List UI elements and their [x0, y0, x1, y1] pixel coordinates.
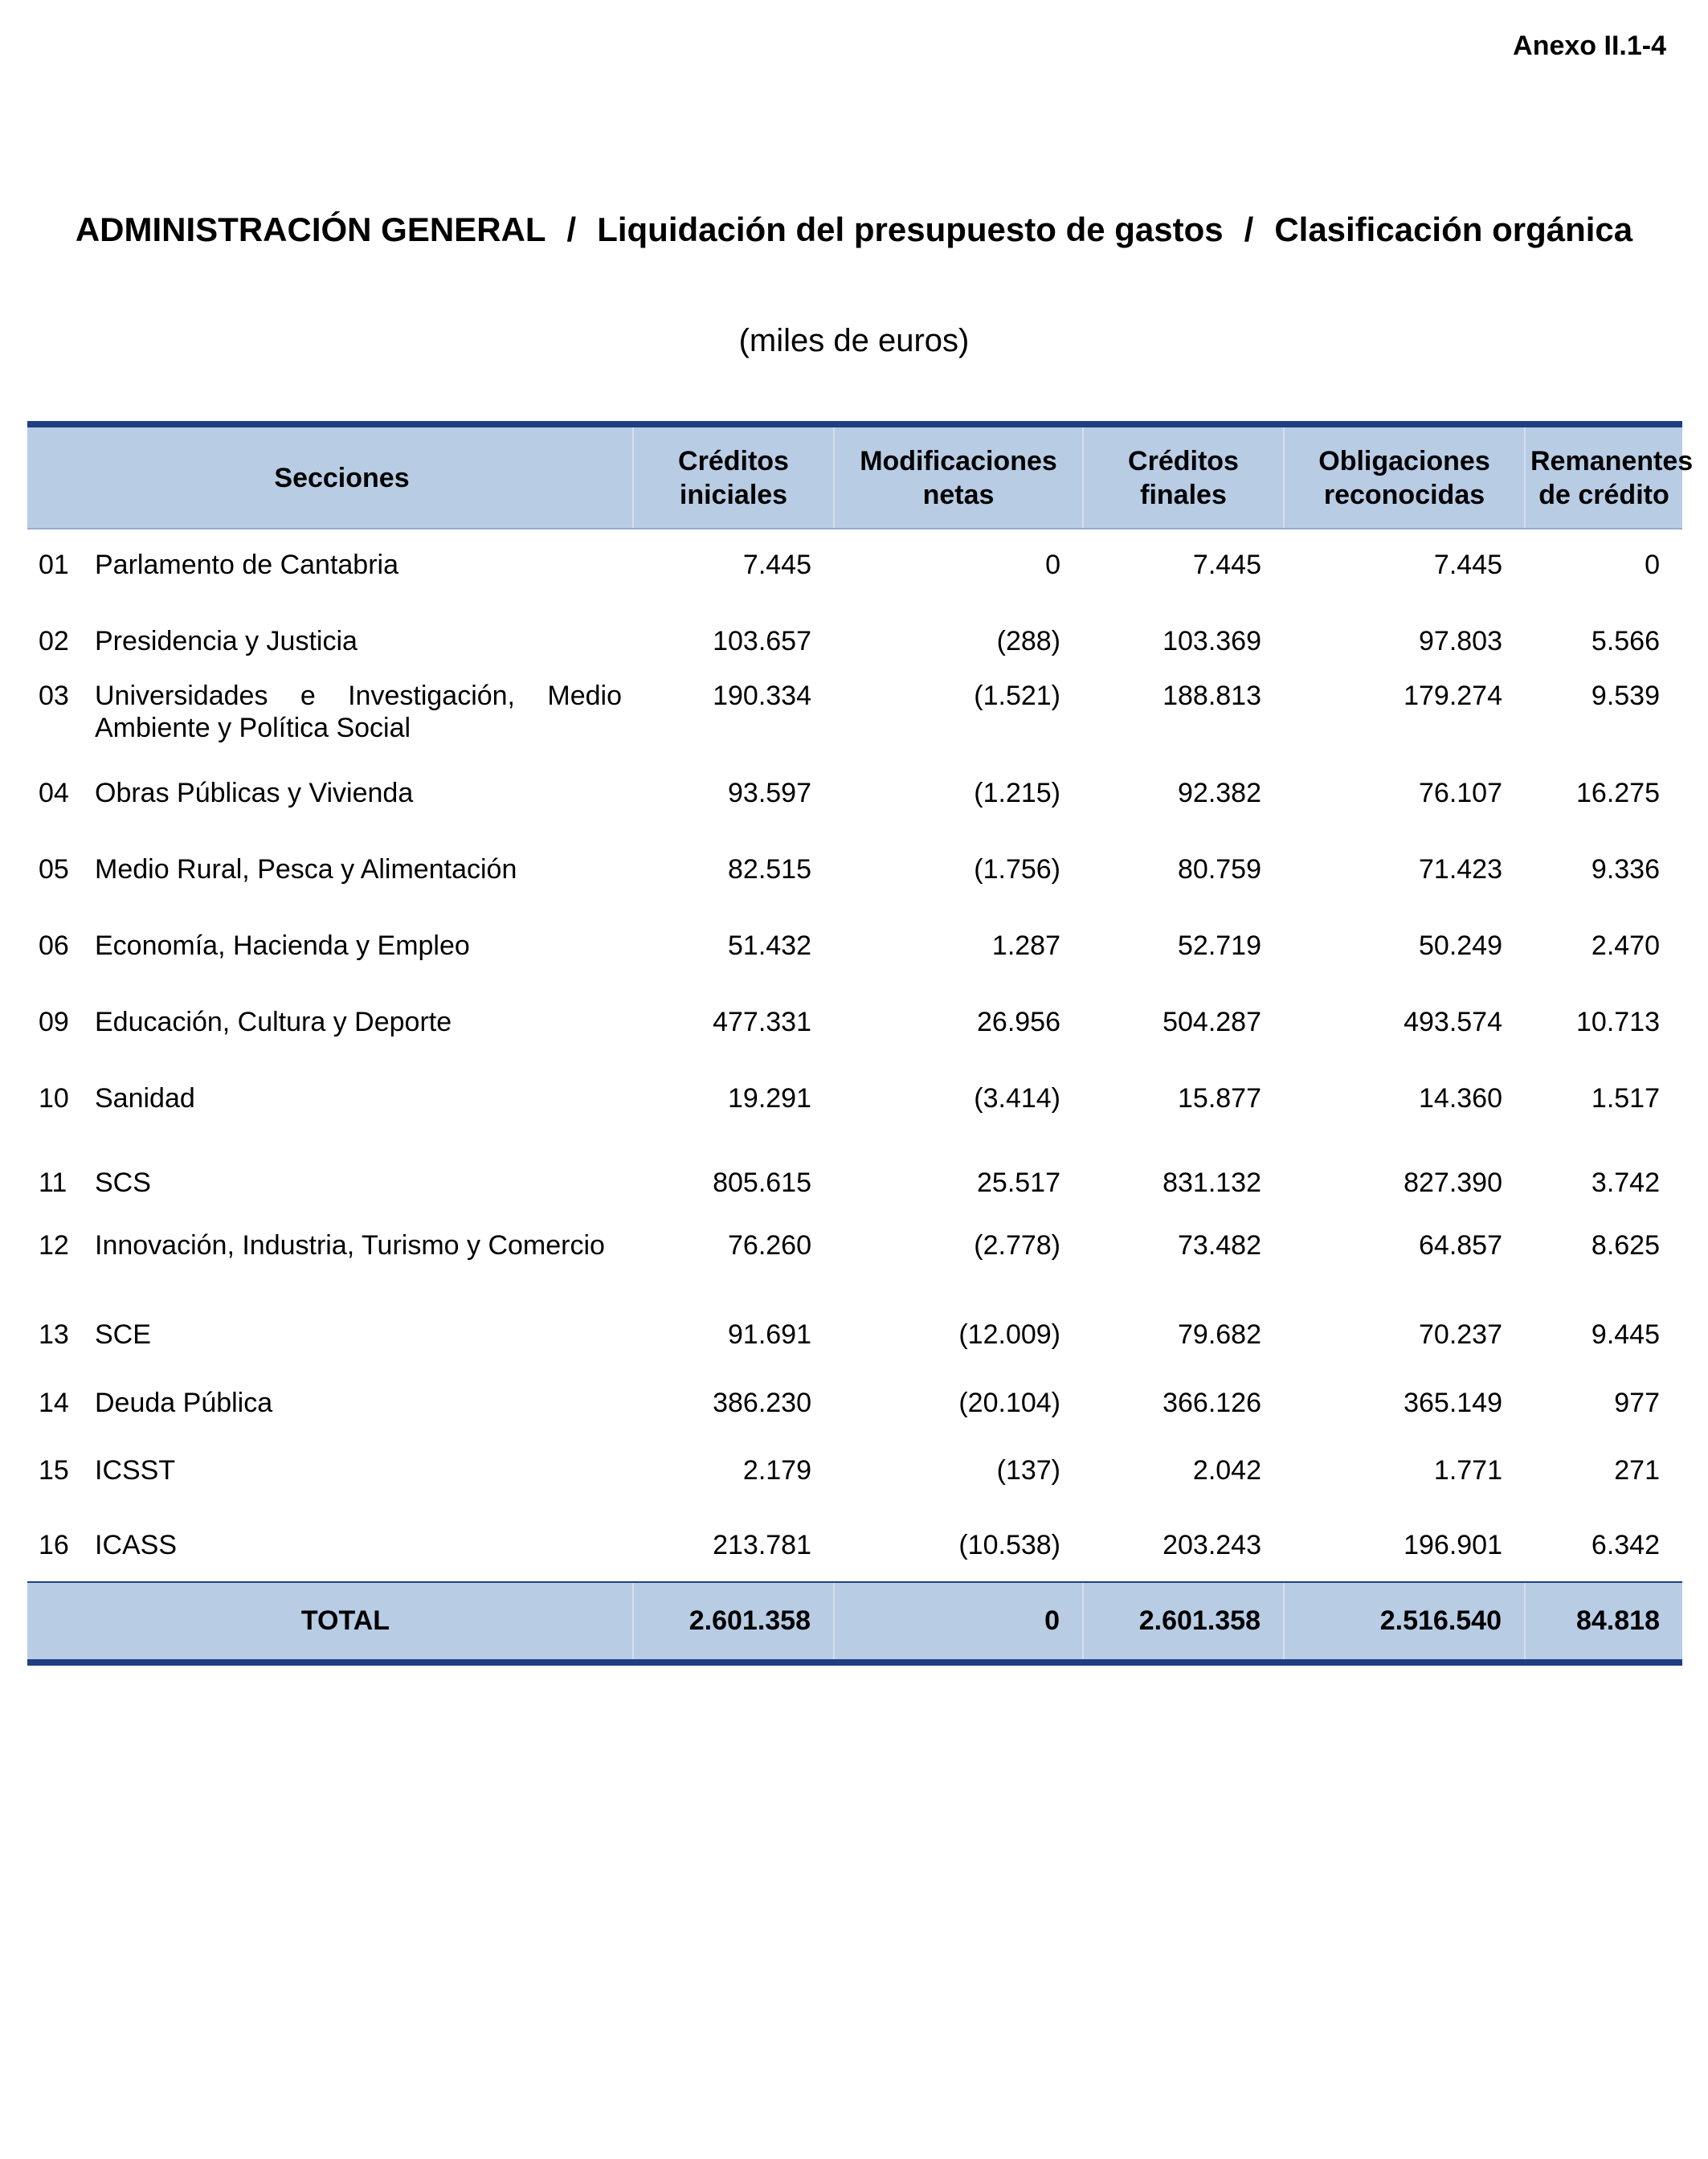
header-modificaciones-netas: Modificaciones netas — [834, 424, 1083, 529]
cell-modificaciones-netas: (12.009) — [958, 1319, 1060, 1350]
cell-creditos-iniciales: 7.445 — [742, 550, 811, 580]
row-section-name: Presidencia y Justicia — [95, 626, 358, 656]
row-section-name: SCS — [95, 1167, 151, 1198]
cell-remanentes-credito: 9.336 — [1591, 854, 1660, 885]
cell-creditos-iniciales: 82.515 — [728, 854, 811, 885]
row-section-name: Deuda Pública — [95, 1388, 273, 1418]
cell-remanentes-credito: 271 — [1614, 1455, 1660, 1486]
header-obligaciones-reconocidas: Obligaciones reconocidas — [1284, 424, 1525, 529]
row-section-name: Economía, Hacienda y Empleo — [95, 930, 470, 961]
cell-modificaciones-netas: 25.517 — [977, 1167, 1060, 1198]
cell-remanentes-credito: 9.539 — [1591, 681, 1660, 711]
annex-label: Anexo II.1-4 — [1513, 31, 1666, 61]
cell-creditos-iniciales: 93.597 — [728, 778, 811, 808]
table-row — [27, 777, 1682, 853]
row-section-name: ICSST — [95, 1455, 176, 1486]
cell-creditos-iniciales: 805.615 — [713, 1167, 811, 1198]
row-code: 12 — [39, 1230, 69, 1261]
title-part-report: Liquidación del presupuesto de gastos — [597, 211, 1224, 248]
row-section-name: Innovación, Industria, Turismo y Comercio — [95, 1230, 605, 1261]
row-code: 16 — [39, 1530, 69, 1560]
row-code: 04 — [39, 778, 69, 808]
cell-modificaciones-netas: (1.756) — [974, 854, 1060, 885]
cell-remanentes-credito: 8.625 — [1591, 1230, 1660, 1261]
table-row — [27, 680, 1682, 777]
table-row — [27, 625, 1682, 680]
cell-creditos-finales: 2.042 — [1192, 1455, 1261, 1486]
cell-remanentes-credito: 0 — [1645, 550, 1660, 580]
header-creditos-iniciales: Créditos iniciales — [633, 424, 834, 529]
cell-creditos-finales: 831.132 — [1163, 1167, 1261, 1198]
cell-creditos-finales: 52.719 — [1178, 930, 1261, 961]
row-section-name: ICASS — [95, 1530, 178, 1560]
row-section-name: Obras Públicas y Vivienda — [95, 778, 414, 808]
total-label: TOTAL — [27, 1582, 633, 1662]
title-separator: / — [1244, 211, 1254, 248]
cell-obligaciones-reconocidas: 7.445 — [1433, 550, 1502, 580]
cell-modificaciones-netas: 0 — [1045, 550, 1060, 580]
cell-remanentes-credito: 2.470 — [1591, 930, 1660, 961]
row-code: 13 — [39, 1319, 69, 1350]
cell-creditos-finales: 366.126 — [1163, 1388, 1261, 1418]
cell-obligaciones-reconocidas: 64.857 — [1419, 1230, 1502, 1261]
cell-creditos-iniciales: 190.334 — [713, 681, 811, 711]
row-section-name: Universidades e Investigación, Medio Ambiente y Política Social — [95, 681, 622, 743]
cell-creditos-iniciales: 386.230 — [713, 1388, 811, 1418]
table-row — [27, 1006, 1682, 1082]
cell-creditos-finales: 15.877 — [1178, 1083, 1261, 1114]
cell-obligaciones-reconocidas: 14.360 — [1419, 1083, 1502, 1114]
row-section-name: SCE — [95, 1319, 151, 1350]
cell-modificaciones-netas: (10.538) — [958, 1530, 1060, 1560]
header-remanentes-credito: Remanentes de crédito — [1525, 424, 1682, 529]
total-remanentes-credito: 84.818 — [1525, 1582, 1682, 1662]
title-part-classification: Clasificación orgánica — [1274, 211, 1633, 248]
cell-creditos-iniciales: 213.781 — [713, 1530, 811, 1560]
cell-obligaciones-reconocidas: 97.803 — [1419, 626, 1502, 656]
table-header-row — [27, 424, 1682, 529]
cell-creditos-finales: 203.243 — [1163, 1530, 1261, 1560]
cell-modificaciones-netas: (3.414) — [974, 1083, 1060, 1114]
row-code: 15 — [39, 1455, 69, 1486]
table-row — [27, 1454, 1682, 1529]
table-row — [27, 529, 1682, 625]
cell-creditos-finales: 80.759 — [1178, 854, 1261, 885]
cell-remanentes-credito: 5.566 — [1591, 626, 1660, 656]
cell-creditos-finales: 188.813 — [1163, 681, 1261, 711]
row-code: 06 — [39, 930, 69, 961]
cell-remanentes-credito: 1.517 — [1591, 1083, 1660, 1114]
cell-obligaciones-reconocidas: 827.390 — [1404, 1167, 1502, 1198]
cell-modificaciones-netas: (137) — [996, 1455, 1060, 1486]
row-section-name: Sanidad — [95, 1083, 195, 1114]
total-creditos-iniciales: 2.601.358 — [633, 1582, 834, 1662]
table-row — [27, 1167, 1682, 1229]
cell-creditos-iniciales: 477.331 — [713, 1007, 811, 1037]
row-code: 05 — [39, 854, 69, 885]
cell-creditos-finales: 92.382 — [1178, 778, 1261, 808]
cell-creditos-iniciales: 19.291 — [728, 1083, 811, 1114]
cell-obligaciones-reconocidas: 365.149 — [1404, 1388, 1502, 1418]
cell-modificaciones-netas: 1.287 — [991, 930, 1060, 961]
cell-creditos-finales: 7.445 — [1192, 550, 1261, 580]
row-code: 11 — [39, 1167, 67, 1198]
cell-remanentes-credito: 10.713 — [1576, 1007, 1660, 1037]
header-secciones: Secciones — [27, 424, 633, 529]
row-code: 09 — [39, 1007, 69, 1037]
total-creditos-finales: 2.601.358 — [1083, 1582, 1284, 1662]
row-code: 01 — [39, 550, 69, 580]
title-separator: / — [566, 211, 577, 248]
cell-creditos-finales: 73.482 — [1178, 1230, 1261, 1261]
table-row — [27, 1229, 1682, 1319]
table-row — [27, 1529, 1682, 1582]
cell-obligaciones-reconocidas: 179.274 — [1404, 681, 1502, 711]
cell-creditos-iniciales: 51.432 — [728, 930, 811, 961]
page-title — [0, 211, 1708, 249]
row-section-name: Parlamento de Cantabria — [95, 550, 399, 580]
cell-modificaciones-netas: 26.956 — [977, 1007, 1060, 1037]
cell-creditos-iniciales: 76.260 — [728, 1230, 811, 1261]
cell-modificaciones-netas: (288) — [996, 626, 1060, 656]
cell-remanentes-credito: 3.742 — [1591, 1167, 1660, 1198]
cell-remanentes-credito: 977 — [1614, 1388, 1660, 1418]
row-code: 02 — [39, 626, 69, 656]
cell-modificaciones-netas: (1.215) — [974, 778, 1060, 808]
cell-creditos-iniciales: 2.179 — [742, 1455, 811, 1486]
cell-creditos-iniciales: 103.657 — [713, 626, 811, 656]
table-row — [27, 1082, 1682, 1167]
total-modificaciones-netas: 0 — [834, 1582, 1083, 1662]
title-part-entity: ADMINISTRACIÓN GENERAL — [75, 211, 546, 248]
units-subtitle: (miles de euros) — [738, 323, 970, 358]
table-row — [27, 1319, 1682, 1387]
total-row — [27, 1582, 1682, 1662]
row-code: 03 — [39, 681, 69, 711]
row-code: 14 — [39, 1388, 69, 1418]
cell-obligaciones-reconocidas: 50.249 — [1419, 930, 1502, 961]
cell-modificaciones-netas: (1.521) — [974, 681, 1060, 711]
total-obligaciones-reconocidas: 2.516.540 — [1284, 1582, 1525, 1662]
table-row — [27, 1387, 1682, 1454]
budget-table — [27, 421, 1694, 1666]
row-code: 10 — [39, 1083, 69, 1114]
table-row — [27, 930, 1682, 1006]
cell-creditos-finales: 504.287 — [1163, 1007, 1261, 1037]
cell-creditos-iniciales: 91.691 — [728, 1319, 811, 1350]
cell-remanentes-credito: 9.445 — [1591, 1319, 1660, 1350]
cell-remanentes-credito: 16.275 — [1576, 778, 1660, 808]
cell-obligaciones-reconocidas: 71.423 — [1419, 854, 1502, 885]
cell-modificaciones-netas: (2.778) — [974, 1230, 1060, 1261]
cell-creditos-finales: 79.682 — [1178, 1319, 1261, 1350]
cell-creditos-finales: 103.369 — [1163, 626, 1261, 656]
cell-obligaciones-reconocidas: 196.901 — [1404, 1530, 1502, 1560]
cell-obligaciones-reconocidas: 493.574 — [1404, 1007, 1502, 1037]
row-section-name: Educación, Cultura y Deporte — [95, 1007, 452, 1037]
cell-obligaciones-reconocidas: 70.237 — [1419, 1319, 1502, 1350]
table-row — [27, 853, 1682, 930]
cell-obligaciones-reconocidas: 1.771 — [1433, 1455, 1502, 1486]
cell-remanentes-credito: 6.342 — [1591, 1530, 1660, 1560]
cell-modificaciones-netas: (20.104) — [958, 1388, 1060, 1418]
row-section-name: Medio Rural, Pesca y Alimentación — [95, 854, 517, 885]
header-creditos-finales: Créditos finales — [1083, 424, 1284, 529]
cell-obligaciones-reconocidas: 76.107 — [1419, 778, 1502, 808]
